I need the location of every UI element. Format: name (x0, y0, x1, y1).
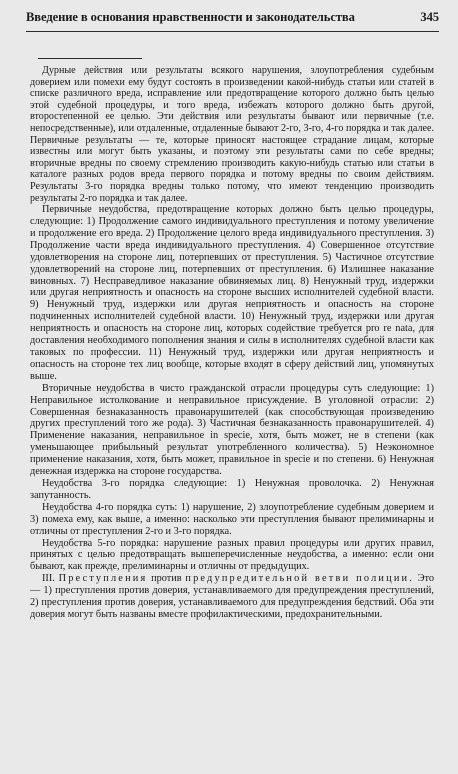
paragraph-fourth-order: Неудобства 4-го порядка суть: 1) нарушение, 2) злоупотребление судебным доверием и 3) помеха ему, как выше, а именно: насколько эти преступления бывают прелиминарны и отличны от преступления 2-го и 3-го порядка. (30, 501, 434, 537)
paragraph-section-iii (30, 573, 434, 621)
paragraph-secondary-inconveniences: Вторичные неудобства в чисто гражданской отрасли процедуры суть следующие: 1) Неправильное истолкование и неправильное присуждение. В уголовной отрасли: 2) Совершенная безнаказанность правонарушителей (как способствующая произведению других преступлений того же рода). 3) Частичная безнаказанность правонарушителей. 4) Применение наказания, неправильное in specie, хотя, быть может, не в степени (как уменьшающее прибыльный результат употребленного количества). 5) Неэкономное применение наказания, хотя, быть может, правильное in specie и по степени. 6) Ненужная денежная издержка на стороне государства. (30, 382, 434, 478)
page-number: 345 (420, 10, 439, 24)
footnote-paragraph: Дурные действия или результаты всякого нарушения, злоупотребления судебным доверием или помехи ему будут состоять в произведении какой-нибудь статьи или статей в списке различного вреда, исправление или предотвращение которого должно быть целью этой судебной процедуры, и того вреда, избежать которого должно быть другой, второстепенной ее целью. Эти действия или результаты бывают или первичные (т.е. непосредственные), или отдаленные, отдаленные бывают 2-го, 3-го, 4-го порядка и так далее. Первичные результаты — те, которые приносят настоящее страдание лицам, которые известны или могут быть указаны, и поэтому эти результаты сами по себе вредны; вторичные вредны по своему стремлению производить какую-нибудь статью или статьи в каталоге разных родов вреда первого порядка и потому вредны по своим действиям. Результаты 3-го порядка вредны только потому, что имеют тенденцию производить результаты 2-го порядка и так далее. (30, 65, 434, 204)
section-title-middle: против (151, 573, 182, 585)
paragraph-primary-inconveniences: Первичные неудобства, предотвращение которых должно быть целью процедуры, следующие: 1) Продолжение самого индивидуального преступления и потому увеличение и продолжение его вреда. 2) Продолжение целого вреда индивидуального преступления. 3) Продолжение части вреда индивидуального преступления. 4) Совершенное отсутствие удовлетворения на стороне лиц, потерпевших от преступления. 5) Частичное отсутствие удовлетворений на стороне лиц, потерпевших от преступления. 6) Излишнее наказание виновных. 7) Несправедливое наказание обвиняемых лиц. 8) Ненужный труд, издержки или другая неприятность и опасность на стороне высших исполнителей судебной власти. 9) Ненужный труд, издержки или другая неприятность и опасность на стороне подчиненных исполнителей судебной власти. 10) Ненужный труд, издержки или другая неприятность и опасность на стороне лиц, которых содействие требуется pro re nata, для доставления необходимого пополнения знания и силы в исполнителях судебной власти как таковых по профессии. 11) Ненужный труд, издержки или другая неприятность и опасность на стороне тех лиц вообще, которые входят в сферу действий лиц, упомянутых выше. (30, 204, 434, 382)
footnote-separator (38, 58, 142, 59)
section-text: Это — 1) преступления против доверия, устанавливаемого для предупреждения преступлений, 2) преступления против доверия, устанавливаемого для предупреждения бедствий. Оба эти доверия могут быть названы вместе профилактическими, предохранительными. (30, 573, 435, 620)
page-body (30, 65, 434, 621)
header-rule (26, 31, 439, 32)
paragraph-fifth-order: Неудобства 5-го порядка: нарушение разных правил процедуры или других правил, принятых с целью предотвращать вышеперечисленные неудобства, а именно: если они бывают, как прежде, прелиминарны и отличны от предыдущих. (30, 537, 434, 573)
section-title-spaced-2: предупредительной ветви полиции. (185, 573, 415, 585)
running-header (26, 10, 439, 25)
paragraph-third-order: Неудобства 3-го порядка следующие: 1) Ненужная проволочка. 2) Ненужная запутанность. (30, 477, 434, 501)
section-number: III. (42, 573, 55, 585)
section-title-spaced: Преступления (58, 573, 148, 585)
header-title: Введение в основания нравственности и законодательства (26, 10, 355, 24)
